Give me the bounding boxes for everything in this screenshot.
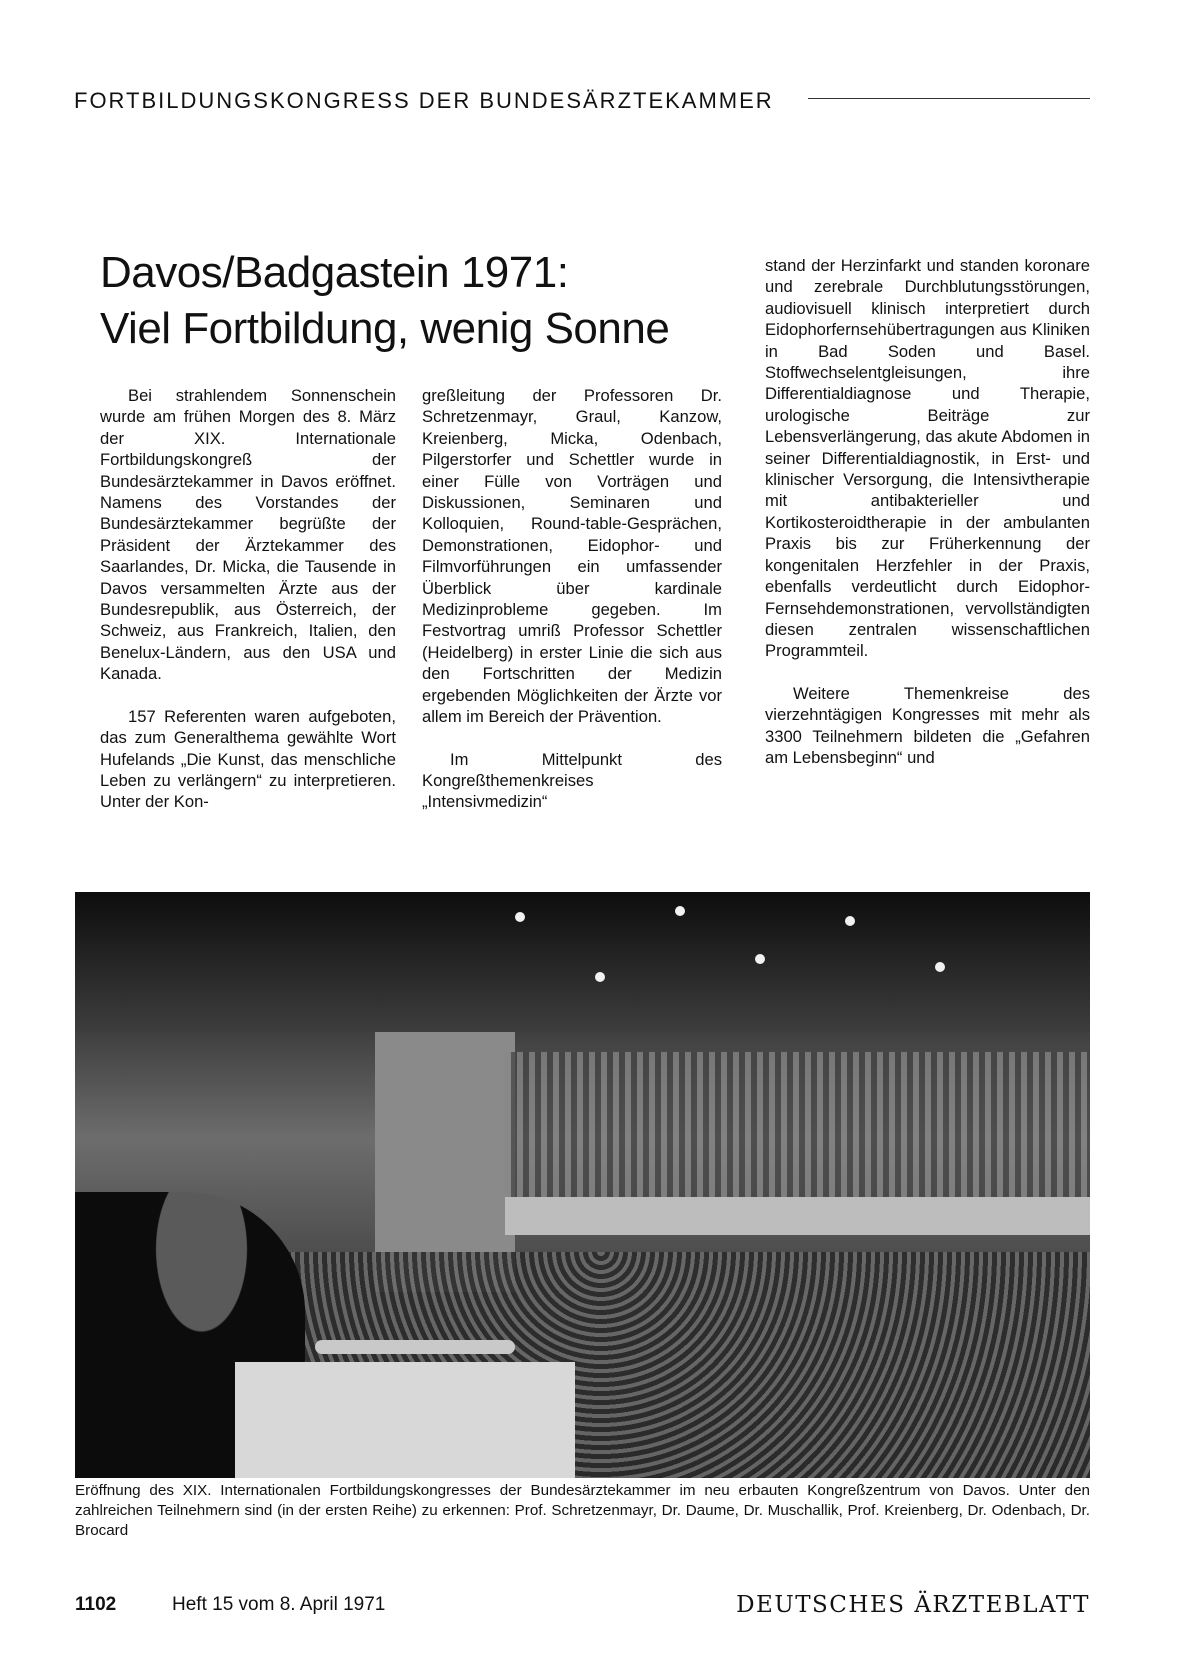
- paragraph: Im Mittelpunkt des Kongreßthemenkreises „Intensivmedizin“: [422, 749, 722, 812]
- page-number: 1102: [75, 1594, 117, 1615]
- issue-info: Heft 15 vom 8. April 1971: [172, 1594, 386, 1615]
- kicker-rule: [808, 98, 1090, 99]
- paragraph: Bei strahlendem Sonnenschein wurde am frühen Morgen des 8. März der XIX. Internationale Fortbildungskongreß der Bundesärztekammer in Davos eröffnet. Namens des Vorstandes der Bundesärztekammer begrüßte der Präsident der Ärztekammer des Saarlandes, Dr. Micka, die Tausende in Davos versammelten Ärzte aus der Bundesrepublik, aus Österreich, der Schweiz, aus Frankreich, Italien, den Benelux-Ländern, aus den USA und Kanada.: [100, 386, 396, 684]
- headline: [100, 245, 740, 357]
- ceiling-lamp: [515, 912, 525, 922]
- ceiling-lamp: [755, 954, 765, 964]
- congress-hall-photo: [75, 892, 1090, 1478]
- article-column-3: [765, 255, 1090, 768]
- paragraph: 157 Referenten waren aufgeboten, das zum Generalthema gewählte Wort Hufelands „Die Kunst, das menschliche Leben zu verlängern“ zu interpretieren. Unter der Kon-: [100, 706, 396, 812]
- ceiling-lamp: [595, 972, 605, 982]
- paragraph: Weitere Themenkreise des vierzehntägigen Kongresses mit mehr als 3300 Teilnehmern bildeten die „Gefahren am Lebensbeginn“ und: [765, 683, 1090, 767]
- paragraph: stand der Herzinfarkt und standen koronare und zerebrale Durchblutungsstörungen, audiovisuell klinisch interpretiert durch Eidophorfernsehübertragungen aus Kliniken in Bad Soden und Basel. Stoffwechselentgleisungen, ihre Differentialdiagnose und Therapie, urologische Beiträge zur Lebensverlängerung, das akute Abdomen in seiner Differentialdiagnostik, in Erst- und klinischer Versorgung, die Intensivtherapie mit antibakterieller und Kortikosteroidtherapie in der ambulanten Praxis bis zur Früherkennung der kongenitalen Herzfehler in der Praxis, ebenfalls verdeutlicht durch Eidophor-Fernsehdemonstrationen, vervollständigten diesen zentralen wissenschaftlichen Programmteil.: [765, 256, 1090, 661]
- lectern: [235, 1362, 575, 1478]
- article-column-2: [422, 385, 722, 813]
- photo-caption: Eröffnung des XIX. Internationalen Fortbildungskongresses der Bundesärztekammer im neu erbauten Kongreßzentrum von Davos. Unter den zahlreichen Teilnehmern sind (in der ersten Reihe) zu erkennen: Prof. Schretzenmayr, Dr. Daume, Dr. Muschallik, Prof. Kreienberg, Dr. Odenbach, Dr. Brocard: [75, 1482, 1090, 1539]
- balcony-audience: [505, 1052, 1090, 1202]
- balcony-rail: [505, 1197, 1090, 1235]
- journal-masthead: DEUTSCHES ÄRZTEBLATT: [736, 1592, 1090, 1618]
- ceiling-lamp: [675, 906, 685, 916]
- article-column-1: [100, 385, 396, 813]
- lectern-lamp: [315, 1340, 515, 1354]
- headline-line-1: Davos/Badgastein 1971:: [100, 248, 569, 297]
- ceiling-lamp: [935, 962, 945, 972]
- paragraph: greßleitung der Professoren Dr. Schretzenmayr, Graul, Kanzow, Kreienberg, Micka, Odenbach, Pilgerstorfer und Schettler wurde in einer Fülle von Vorträgen und Diskussionen, Seminaren und Kolloquien, Round-table-Gesprächen, Demonstrationen, Eidophor- und Filmvorführungen ein umfassender Überblick über kardinale Medizinprobleme gegeben. Im Festvortrag umriß Professor Schettler (Heidelberg) in erster Linie die sich aus den Fortschritten der Medizin ergebenden Möglichkeiten der Ärzte vor allem im Bereich der Prävention.: [422, 386, 722, 727]
- headline-line-2: Viel Fortbildung, wenig Sonne: [100, 304, 670, 353]
- section-kicker: FORTBILDUNGSKONGRESS DER BUNDESÄRZTEKAMMER: [74, 88, 774, 113]
- ceiling-lamp: [845, 916, 855, 926]
